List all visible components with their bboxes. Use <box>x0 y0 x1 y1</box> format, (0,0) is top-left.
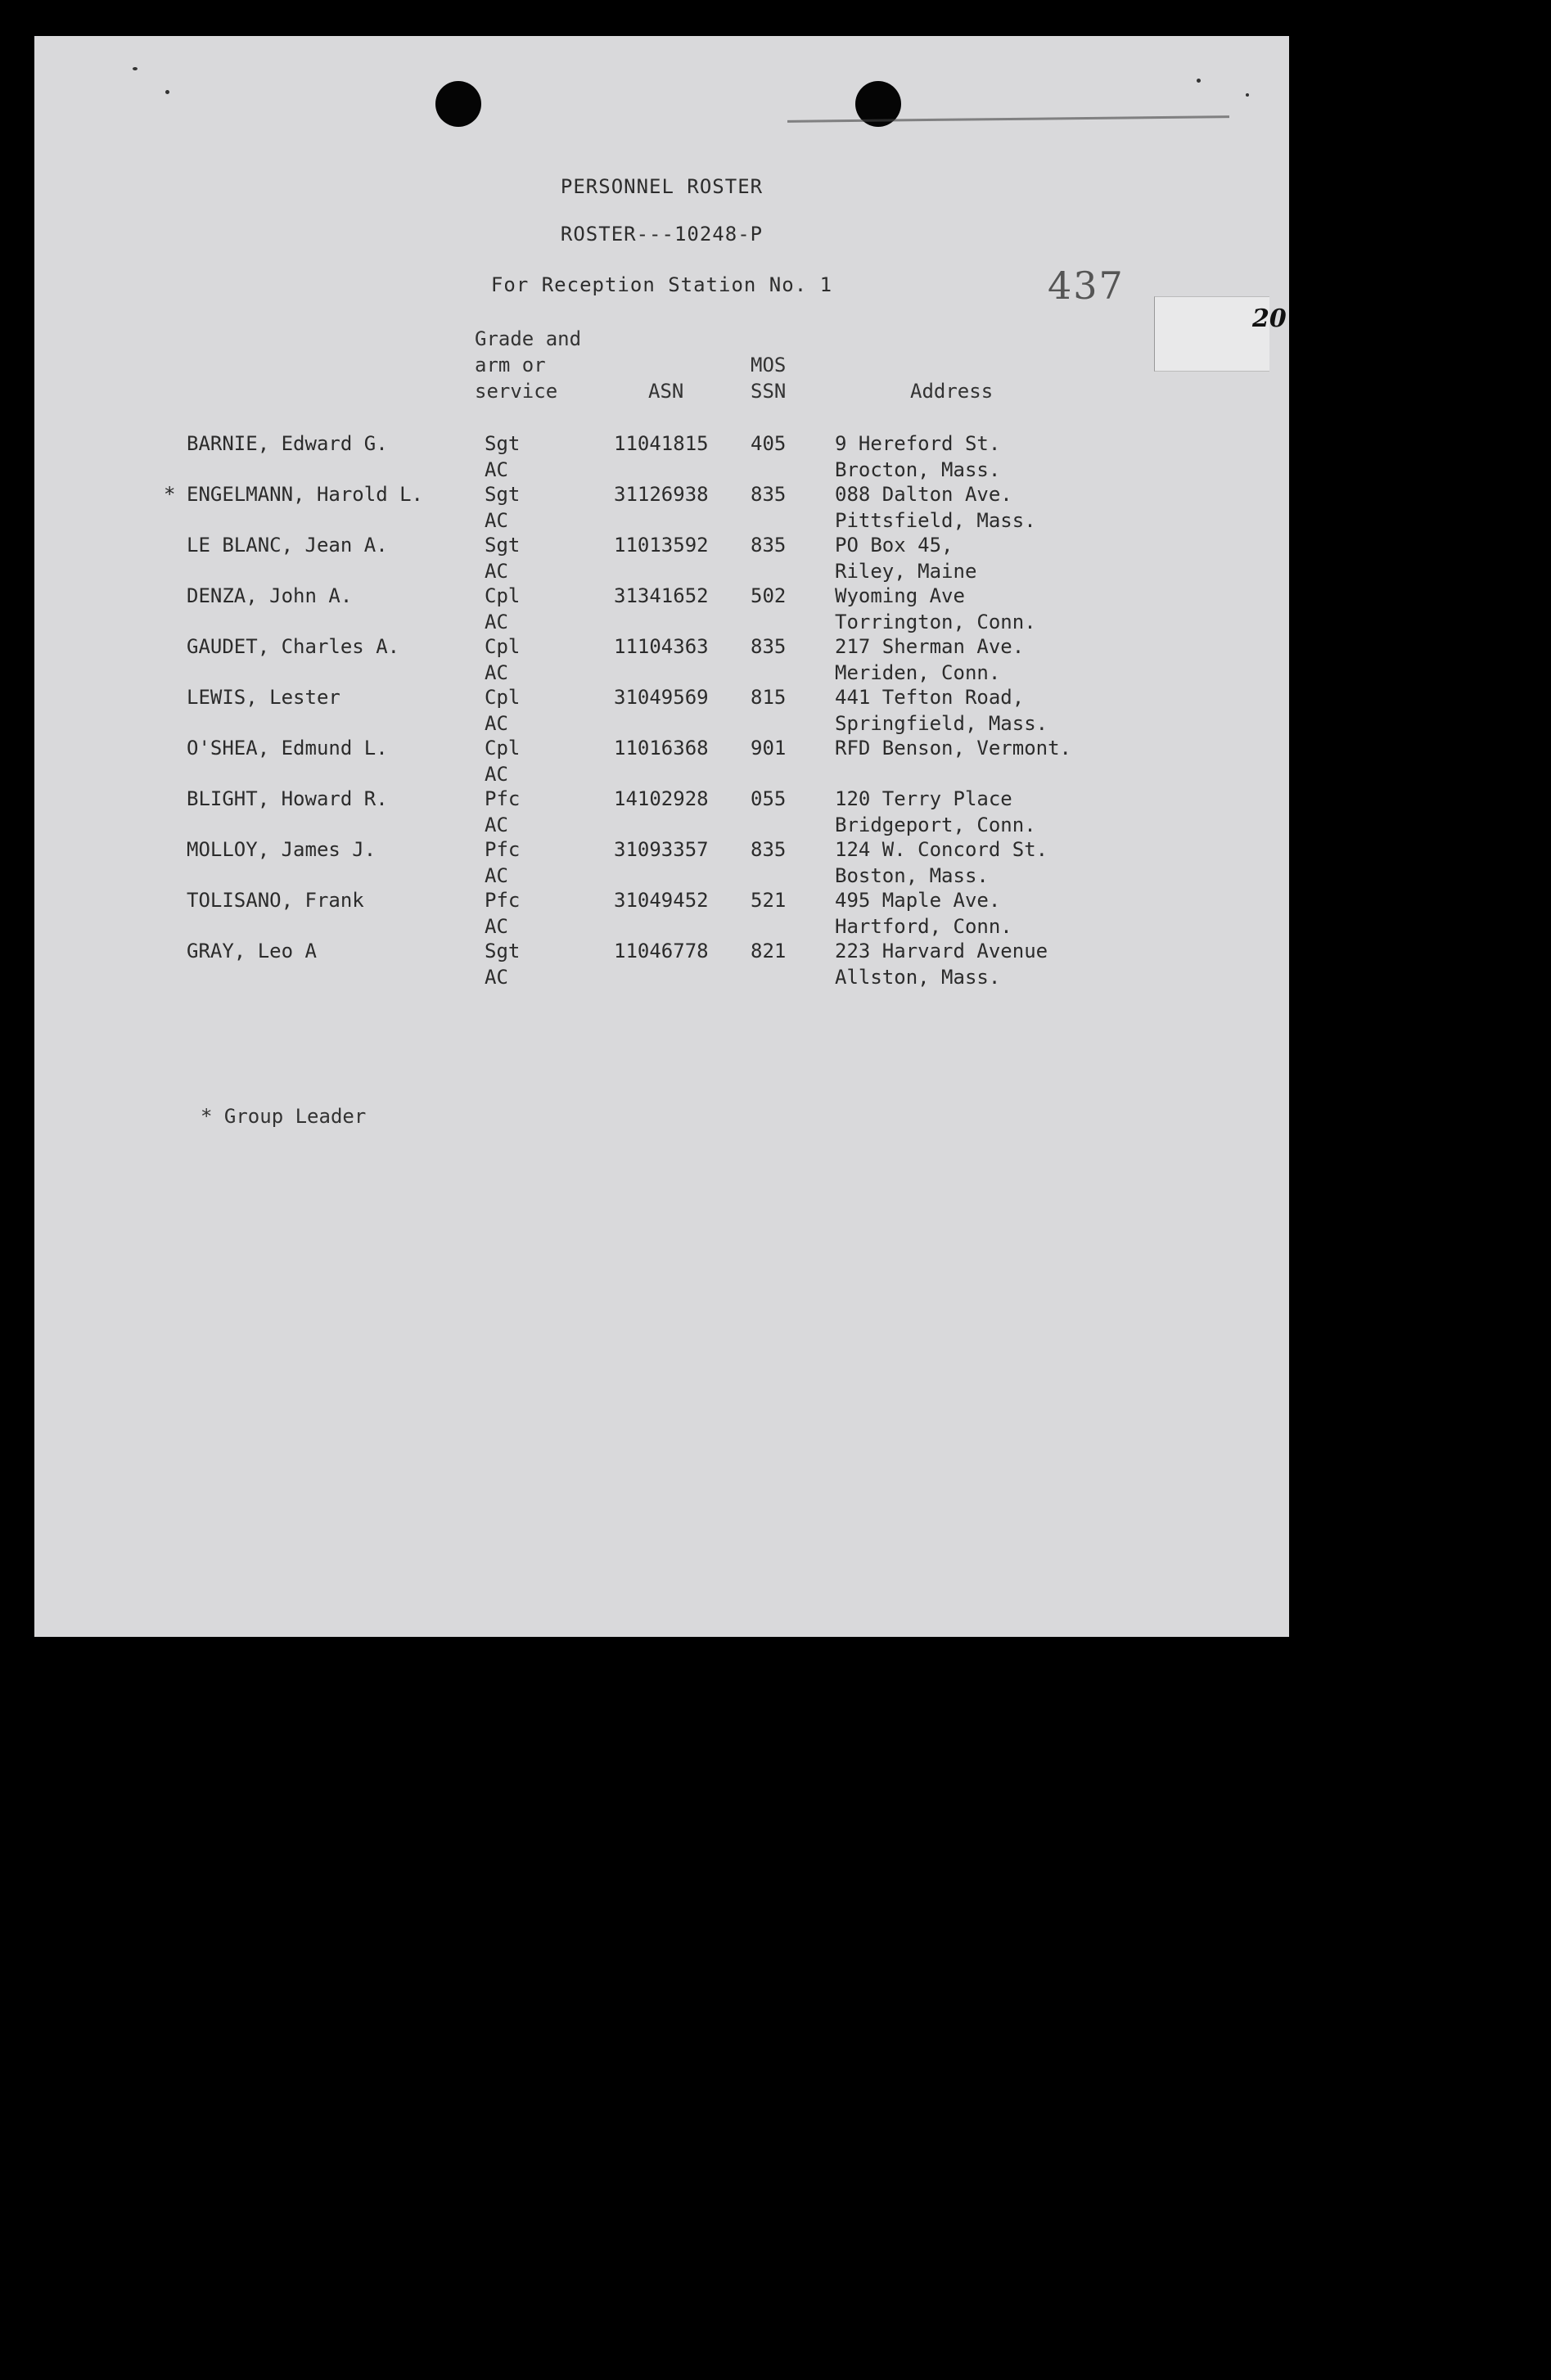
row-asn: 31341652 <box>614 584 709 607</box>
row-asn: 31093357 <box>614 838 709 861</box>
row-grade: Sgt AC <box>485 432 521 481</box>
roster-number: ROSTER---10248-P <box>560 223 764 246</box>
row-address: 223 Harvard Avenue Allston, Mass. <box>835 940 1048 989</box>
row-mos: 055 <box>751 787 787 810</box>
row-name: GAUDET, Charles A. <box>187 635 400 658</box>
footnote: * Group Leader <box>201 1105 367 1128</box>
row-name: ENGELMANN, Harold L. <box>187 483 423 506</box>
roster-subtitle: For Reception Station No. 1 <box>490 273 833 296</box>
punch-hole <box>435 81 481 127</box>
row-mos: 502 <box>751 584 787 607</box>
row-mos: 521 <box>751 889 787 912</box>
row-mos: 821 <box>751 940 787 962</box>
row-grade: Sgt AC <box>485 534 521 583</box>
row-grade: Cpl AC <box>485 686 521 735</box>
row-mos: 835 <box>751 483 787 506</box>
row-address: 217 Sherman Ave. Meriden, Conn. <box>835 635 1025 684</box>
document-page <box>34 36 1289 1637</box>
page-number: 437 <box>1048 264 1125 308</box>
row-address: 495 Maple Ave. Hartford, Conn. <box>835 889 1012 938</box>
row-address: PO Box 45, Riley, Maine <box>835 534 977 583</box>
row-name: LE BLANC, Jean A. <box>187 534 388 557</box>
row-grade: Cpl AC <box>485 737 521 786</box>
column-header-asn: ASN <box>648 380 684 403</box>
row-name: GRAY, Leo A <box>187 940 317 962</box>
row-mos: 835 <box>751 635 787 658</box>
row-grade: Pfc AC <box>485 838 521 887</box>
speck <box>1246 93 1249 97</box>
row-grade: Cpl AC <box>485 584 521 633</box>
row-asn: 11013592 <box>614 534 709 557</box>
row-address: 088 Dalton Ave. Pittsfield, Mass. <box>835 483 1036 532</box>
paper-crease <box>787 115 1229 123</box>
row-grade: Sgt AC <box>485 940 521 989</box>
row-asn: 31049569 <box>614 686 709 709</box>
row-asn: 11016368 <box>614 737 709 760</box>
row-mos: 405 <box>751 432 787 455</box>
speck <box>165 90 169 94</box>
row-address: 124 W. Concord St. Boston, Mass. <box>835 838 1048 887</box>
row-name: BLIGHT, Howard R. <box>187 787 388 810</box>
row-grade: Sgt AC <box>485 483 521 532</box>
speck <box>133 67 138 70</box>
row-grade: Pfc AC <box>485 889 521 938</box>
row-name: LEWIS, Lester <box>187 686 340 709</box>
row-asn: 11046778 <box>614 940 709 962</box>
row-mos: 815 <box>751 686 787 709</box>
row-asn: 11104363 <box>614 635 709 658</box>
column-header-address: Address <box>910 380 994 403</box>
row-name: MOLLOY, James J. <box>187 838 376 861</box>
row-grade: Cpl AC <box>485 635 521 684</box>
row-mos: 835 <box>751 838 787 861</box>
speck <box>1197 79 1201 83</box>
row-mos: 901 <box>751 737 787 760</box>
column-header-grade: Grade and arm or service <box>475 327 582 403</box>
row-grade: Pfc AC <box>485 787 521 836</box>
row-name: TOLISANO, Frank <box>187 889 364 912</box>
column-header-mos: MOS SSN <box>751 354 787 403</box>
row-name: DENZA, John A. <box>187 584 353 607</box>
roster-title: PERSONNEL ROSTER <box>560 175 764 198</box>
row-name: O'SHEA, Edmund L. <box>187 737 388 760</box>
row-asn: 14102928 <box>614 787 709 810</box>
row-marker: * <box>164 483 176 506</box>
row-mos: 835 <box>751 534 787 557</box>
row-address: 120 Terry Place Bridgeport, Conn. <box>835 787 1036 836</box>
row-asn: 31049452 <box>614 889 709 912</box>
row-address: RFD Benson, Vermont. <box>835 737 1071 760</box>
row-address: 9 Hereford St. Brocton, Mass. <box>835 432 1001 481</box>
row-asn: 11041815 <box>614 432 709 455</box>
row-address: 441 Tefton Road, Springfield, Mass. <box>835 686 1048 735</box>
row-asn: 31126938 <box>614 483 709 506</box>
row-name: BARNIE, Edward G. <box>187 432 388 455</box>
tab-mark: 20 <box>1252 304 1287 333</box>
row-address: Wyoming Ave Torrington, Conn. <box>835 584 1036 633</box>
